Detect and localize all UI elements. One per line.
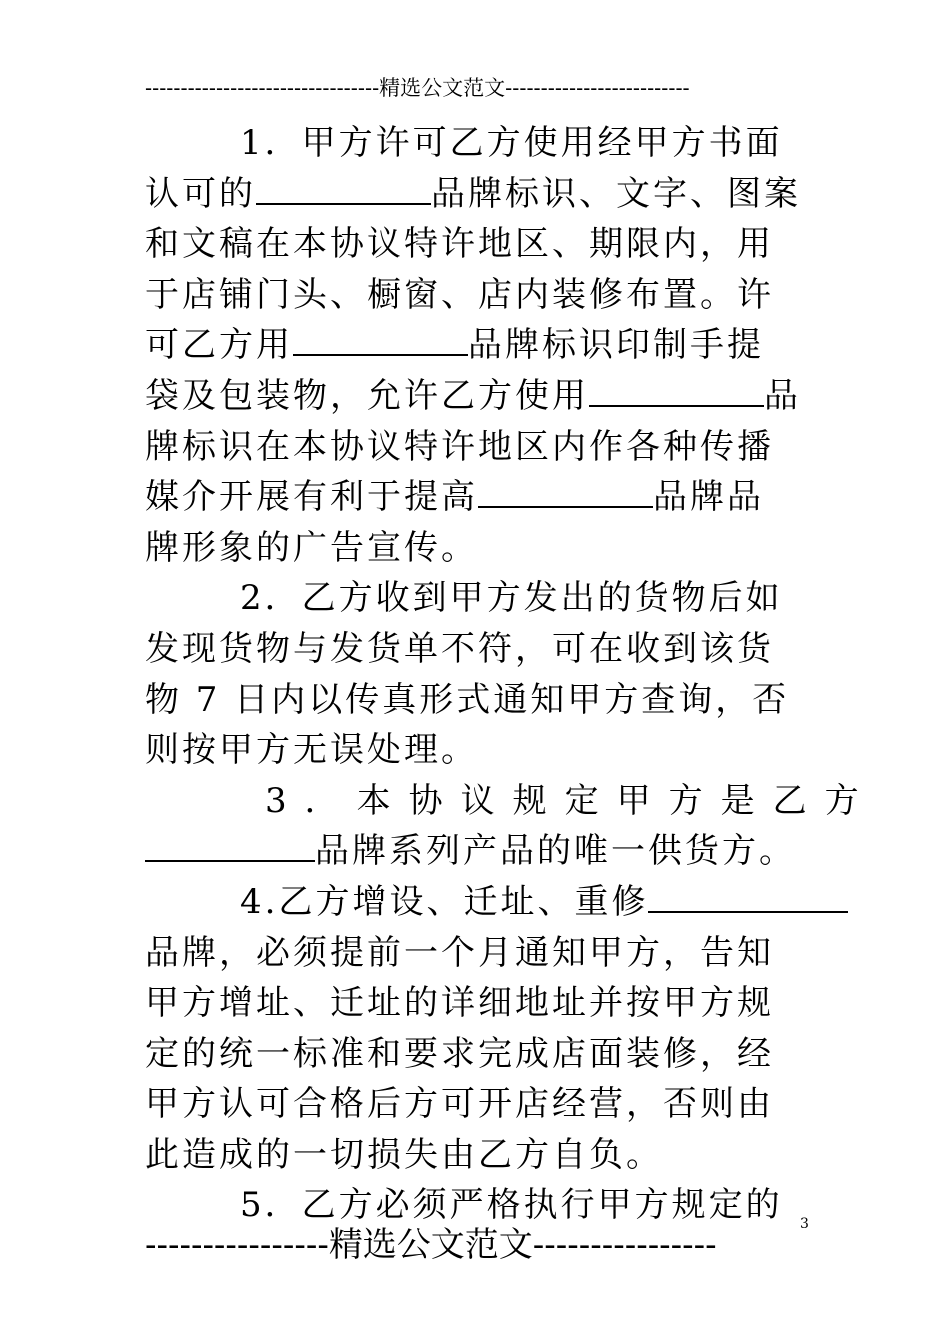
text-line: 发现货物与发货单不符，可在收到该货 [145,628,774,669]
text-line: 甲方认可合格后方可开店经营，否则由 [145,1084,774,1125]
text-segment: 袋及包装物，允许乙方使用 [145,375,589,416]
text-line: 3．本协议规定甲方是乙方 [265,780,877,821]
text-segment: 4.乙方增设、迁址、重修 [240,881,649,922]
text-line: 定的统一标准和要求完成店面装修，经 [145,1033,774,1074]
text-line: 物 7 日内以传真形式通知甲方查询，否 [145,679,790,720]
text-line [145,371,810,422]
text-line: 牌标识在本协议特许地区内作各种传播 [145,426,774,467]
blank-field [293,322,468,356]
text-segment: 品牌标识印制手提 [468,325,764,366]
blank-field [256,171,431,205]
text-segment: 品牌品 [653,477,764,518]
text-segment: 认可的 [145,173,256,214]
text-segment: 媒介开展有利于提高 [145,477,478,518]
text-line [145,169,810,220]
text-segment: 品牌标识、文字、图案 [431,173,801,214]
text-line: 于店铺门头、橱窗、店内装修布置。许 [145,274,774,315]
text-line [145,320,810,371]
text-line [145,826,810,877]
text-segment: 品牌系列产品的唯一供货方。 [315,831,796,872]
text-line: 此造成的一切损失由乙方自负。 [145,1134,663,1175]
text-line: 甲方增址、迁址的详细地址并按甲方规 [145,983,774,1024]
text-segment: 品 [764,375,801,416]
document-body [145,118,877,1231]
text-line [145,877,810,928]
text-line: 1．甲方许可乙方使用经甲方书面 [240,123,783,163]
text-line: 2．乙方收到甲方发出的货物后如 [240,578,783,619]
text-line: 品牌，必须提前一个月通知甲方，告知 [145,932,774,973]
blank-field [589,373,764,407]
text-segment: 可乙方用 [145,325,293,366]
blank-field [478,474,653,508]
text-line: 牌形象的广告宣传。 [145,527,478,568]
blank-field [648,879,848,913]
blank-field [145,828,315,862]
page-header: ---------------------------------精选公文范文-------------------------- [145,76,690,100]
page-number: 3 [800,1216,809,1232]
page-footer: ----------------精选公文范文---------------- [145,1225,717,1265]
text-line: 则按甲方无误处理。 [145,730,478,771]
text-line: 和文稿在本协议特许地区、期限内，用 [145,224,774,265]
text-line: 5．乙方必须严格执行甲方规定的 [240,1185,783,1226]
text-line [145,472,810,523]
